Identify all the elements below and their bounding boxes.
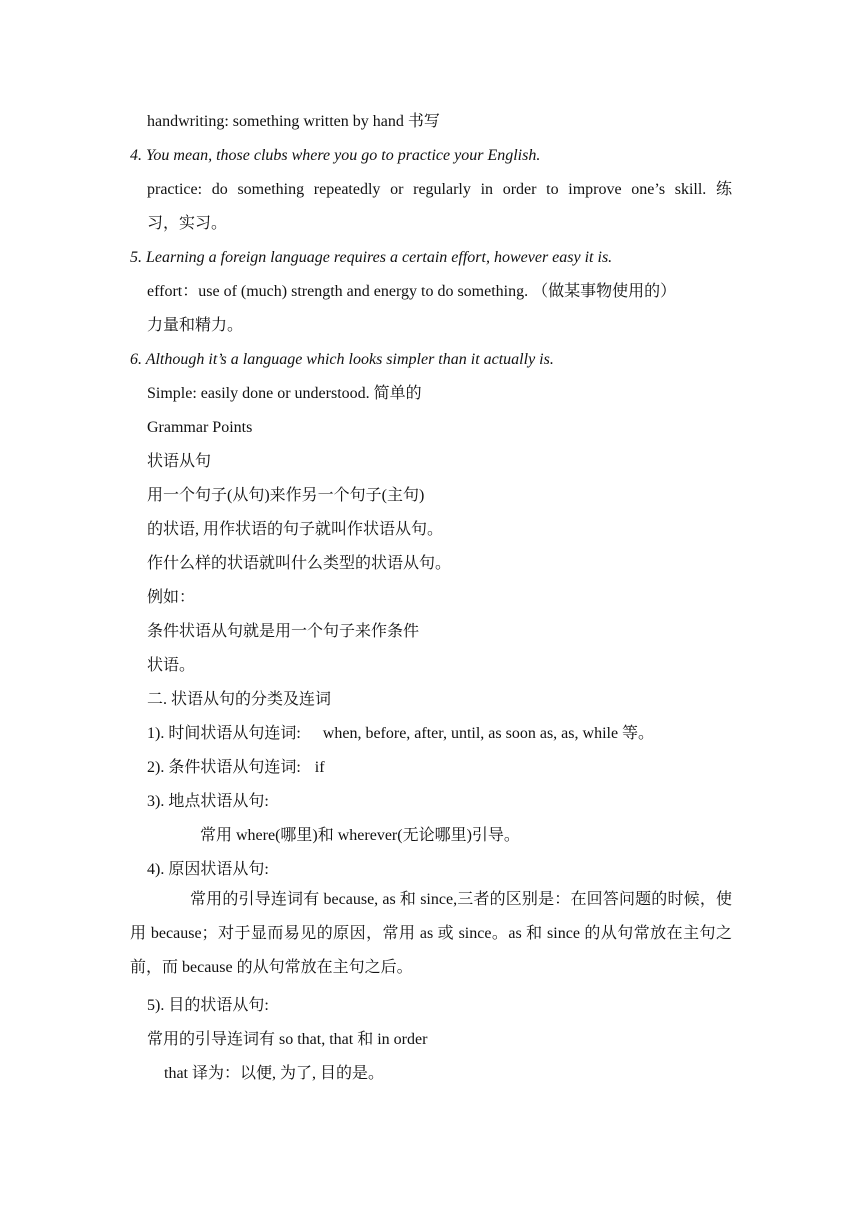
topic-title: 状语从句 bbox=[147, 453, 212, 470]
example-label: 例如： bbox=[147, 589, 196, 606]
item-time-label: 1). 时间状语从句连词: bbox=[147, 725, 301, 742]
sentence-4: 4. You mean, those clubs where you go to practice your English. bbox=[130, 147, 541, 164]
vocab-handwriting: handwriting: something written by hand 书写 bbox=[147, 113, 440, 130]
item-time-clause bbox=[147, 724, 654, 744]
item-purpose-detail-1: 常用的引导连词有 so that, that 和 in order bbox=[147, 1031, 428, 1048]
sentence-5: 5. Learning a foreign language requires a certain effort, however easy it is. bbox=[130, 249, 613, 266]
vocab-effort-cont: 力量和精力。 bbox=[147, 317, 244, 334]
section-heading-classification: 二. 状语从句的分类及连词 bbox=[147, 691, 332, 708]
vocab-effort: effort：use of (much) strength and energy to do something. （做某事物使用的） bbox=[147, 283, 677, 300]
vocab-practice: practice: do something repeatedly or regularly in order to improve one’s skill. 练 bbox=[147, 181, 732, 198]
definition-line-3: 作什么样的状语就叫什么类型的状语从句。 bbox=[147, 555, 452, 572]
item-place-clause: 3). 地点状语从句: bbox=[147, 793, 269, 810]
definition-line-2: 的状语, 用作状语的句子就叫作状语从句。 bbox=[147, 521, 444, 538]
item-reason-paragraph: 常用的引导连词有 because, as 和 since,三者的区别是：在回答问题的时候，使用 because；对于显而易见的原因，常用 as 或 since。as 和 since 的从句常放在主句之前，而 because 的从句常放在主句之后。 bbox=[130, 891, 732, 976]
item-condition-clause bbox=[147, 758, 325, 778]
item-condition-conjunctions: if bbox=[314, 759, 325, 776]
definition-line-1: 用一个句子(从句)来作另一个句子(主句) bbox=[147, 487, 425, 504]
item-place-detail: 常用 where(哪里)和 wherever(无论哪里)引导。 bbox=[200, 827, 520, 844]
sentence-6: 6. Although it’s a language which looks simpler than it actually is. bbox=[130, 351, 554, 368]
vocab-practice-cont: 习，实习。 bbox=[147, 215, 228, 232]
item-time-conjunctions: when, before, after, until, as soon as, as, while 等。 bbox=[322, 725, 655, 742]
item-reason-clause: 4). 原因状语从句: bbox=[147, 861, 269, 878]
example-line-2: 状语。 bbox=[147, 657, 196, 674]
example-line-1: 条件状语从句就是用一个句子来作条件 bbox=[147, 623, 420, 640]
vocab-simple: Simple: easily done or understood. 简单的 bbox=[147, 385, 422, 402]
section-heading-grammar: Grammar Points bbox=[147, 419, 253, 436]
item-purpose-detail-2: that 译为：以便, 为了, 目的是。 bbox=[164, 1065, 384, 1082]
item-purpose-clause: 5). 目的状语从句: bbox=[147, 997, 269, 1014]
item-condition-label: 2). 条件状语从句连词: bbox=[147, 759, 301, 776]
